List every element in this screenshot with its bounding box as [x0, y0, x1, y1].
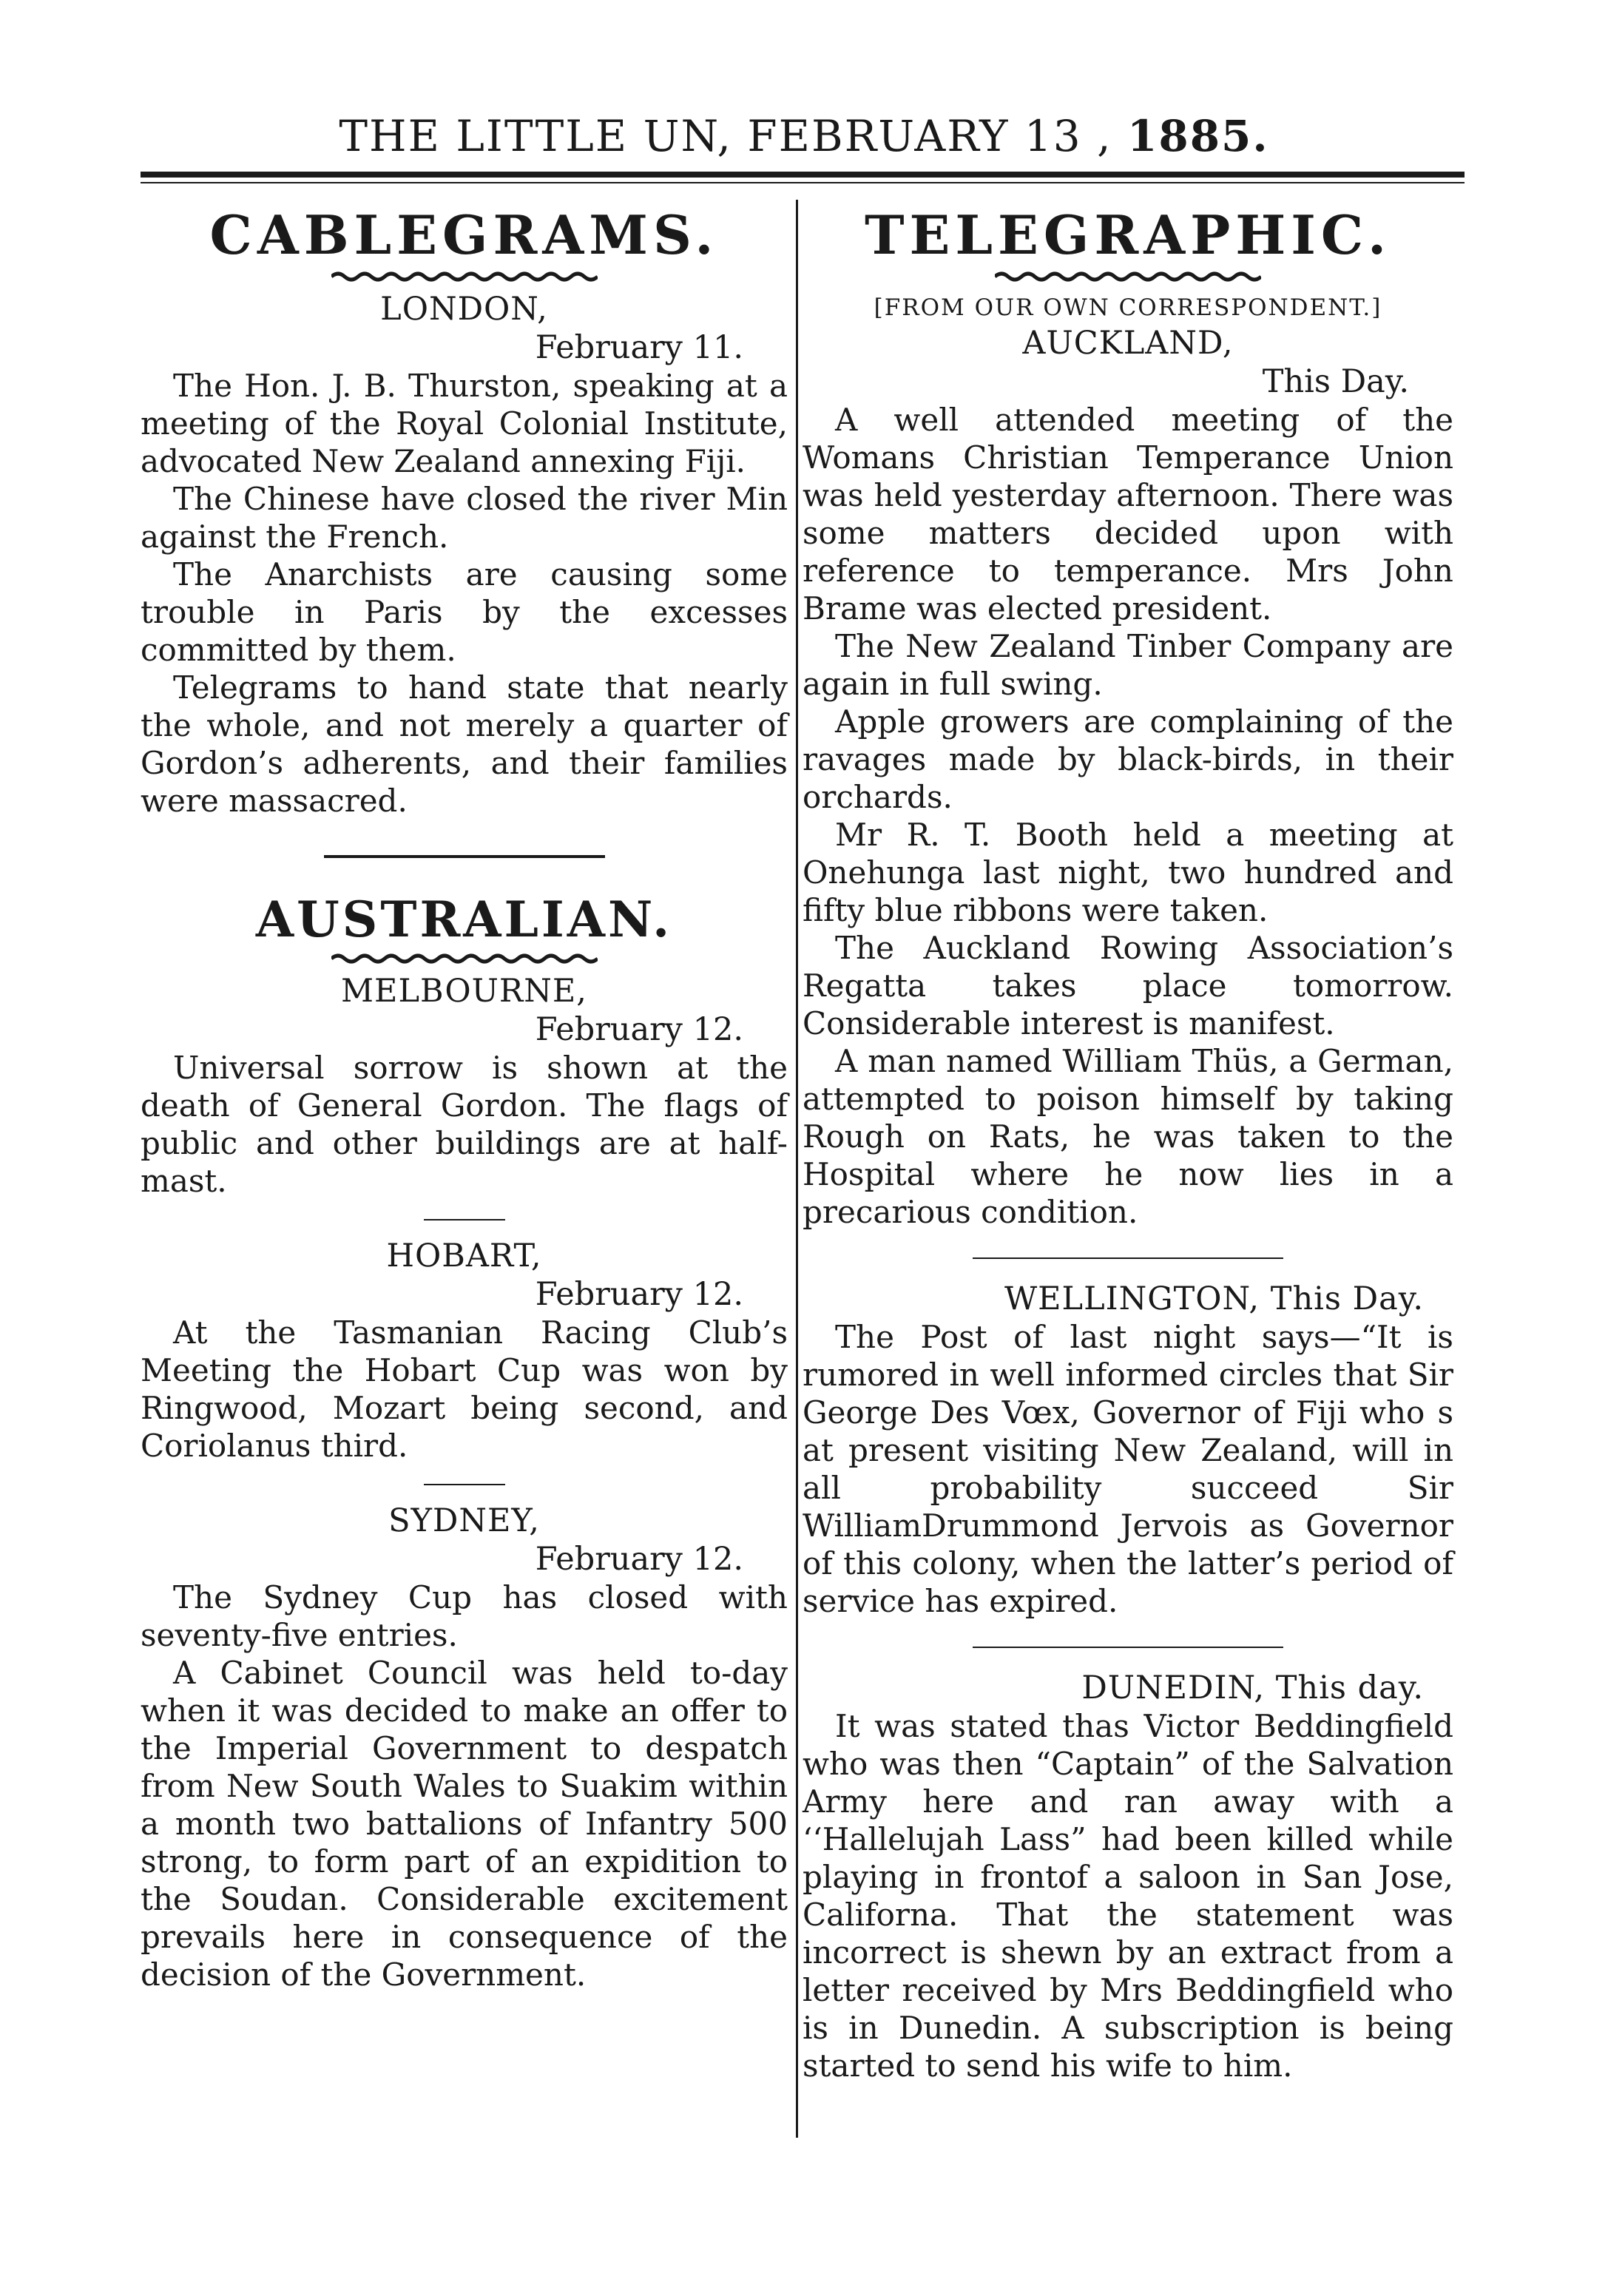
news-paragraph: The Post of last night says—“It is rumored in well informed circles that Sir George Des Vœx, Governor of Fiji who s at present visiting New Zealand, will in all probability succeed Sir WilliamDrummond Jervois as Governor of this colony, when the latter’s period of service has expired. — [803, 1319, 1453, 1619]
cablegrams-heading: CABLEGRAMS. — [209, 203, 719, 266]
column-divider — [796, 200, 798, 2138]
wavy-ornament — [331, 953, 598, 965]
news-paragraph: Telegrams to hand state that nearly the whole, and not merely a quarter of Gordon’s adherents, and their families were massacred. — [141, 669, 788, 819]
dunedin-dateline: DUNEDIN, This day. — [1081, 1669, 1424, 1706]
news-paragraph: At the Tasmanian Racing Club’s Meeting the Hobart Cup was won by Ringwood, Mozart being second, and Coriolanus third. — [141, 1314, 788, 1464]
section-separator — [424, 1484, 505, 1485]
news-paragraph: Apple growers are complaining of the ravages made by black-birds, in their orchards. — [803, 703, 1453, 815]
masthead-title: THE LITTLE UN, — [339, 111, 732, 161]
masthead-year: 1885. — [1126, 111, 1269, 161]
masthead — [0, 111, 1608, 161]
correspondent-byline: [FROM OUR OWN CORRESPONDENT.] — [874, 294, 1382, 321]
news-paragraph: Universal sorrow is shown at the death of General Gordon. The flags of public and other buildings are at half-mast. — [141, 1050, 788, 1199]
left-column — [141, 203, 788, 1993]
melbourne-dateline: MELBOURNE, — [341, 973, 587, 1010]
section-separator — [424, 1219, 505, 1220]
hobart-date: February 12. — [535, 1276, 743, 1313]
melbourne-date: February 12. — [535, 1011, 743, 1048]
news-paragraph: Mr R. T. Booth held a meeting at Onehunga last night, two hundred and fifty blue ribbons were taken. — [803, 817, 1453, 928]
news-paragraph: A well attended meeting of the Womans Christian Temperance Union was held yesterday afternoon. There was some matters decided upon with reference to temperance. Mrs John Brame was elected president. — [803, 402, 1453, 627]
right-column — [803, 203, 1453, 2084]
sydney-dateline: SYDNEY, — [388, 1502, 540, 1539]
news-paragraph: It was stated thas Victor Beddingfield who was then “Captain” of the Salvation Army here and ran away with a ‘‘Hallelujah Lass” had been killed while playing in frontof a saloon in San Jose, Californa. That the statement was incorrect is shewn by an extract from a letter received by Mrs Beddingfield who is in Dunedin. A subscription is being started to send his wife to him. — [803, 1708, 1453, 2084]
section-separator — [973, 1647, 1283, 1648]
header-rule — [141, 172, 1465, 178]
news-paragraph: A Cabinet Council was held to-day when it was decided to make an offer to the Imperial Government to despatch from New South Wales to Suakim within a month two battalions of Infantry 500 strong, to form part of an expidition to the Soudan. Considerable excitement prevails here in consequence of the decision of the Government. — [141, 1655, 788, 1993]
header-rule-thin — [141, 182, 1465, 183]
london-date: February 11. — [535, 329, 743, 366]
auckland-dateline: AUCKLAND, — [1022, 325, 1234, 362]
section-separator — [324, 855, 605, 858]
auckland-date: This Day. — [1262, 363, 1409, 400]
news-paragraph: The Auckland Rowing Association’s Regatta takes place tomorrow. Considerable interest is manifest. — [803, 930, 1453, 1041]
news-paragraph: The New Zealand Tinber Company are again in full swing. — [803, 628, 1453, 702]
wellington-dateline: WELLINGTON, This Day. — [1004, 1280, 1424, 1317]
news-paragraph: The Hon. J. B. Thurston, speaking at a meeting of the Royal Colonial Institute, advocated New Zealand annexing Fiji. — [141, 368, 788, 479]
hobart-dateline: HOBART, — [386, 1238, 542, 1274]
news-paragraph: The Anarchists are causing some trouble in Paris by the excesses committed by them. — [141, 556, 788, 668]
news-paragraph: A man named William Thüs, a German, attempted to poison himself by taking Rough on Rats, he was taken to the Hospital where he now lies in a precarious condition. — [803, 1043, 1453, 1230]
australian-heading: AUSTRALIAN. — [255, 891, 673, 948]
london-dateline: LONDON, — [380, 291, 548, 328]
wavy-ornament — [331, 271, 598, 283]
news-paragraph: The Chinese have closed the river Min against the French. — [141, 481, 788, 555]
masthead-date: FEBRUARY 13 , — [747, 111, 1112, 161]
telegraphic-heading: TELEGRAPHIC. — [864, 203, 1392, 266]
wavy-ornament — [995, 271, 1261, 283]
sydney-date: February 12. — [535, 1541, 743, 1578]
section-separator — [973, 1257, 1283, 1259]
news-paragraph: The Sydney Cup has closed with seventy-five entries. — [141, 1579, 788, 1653]
